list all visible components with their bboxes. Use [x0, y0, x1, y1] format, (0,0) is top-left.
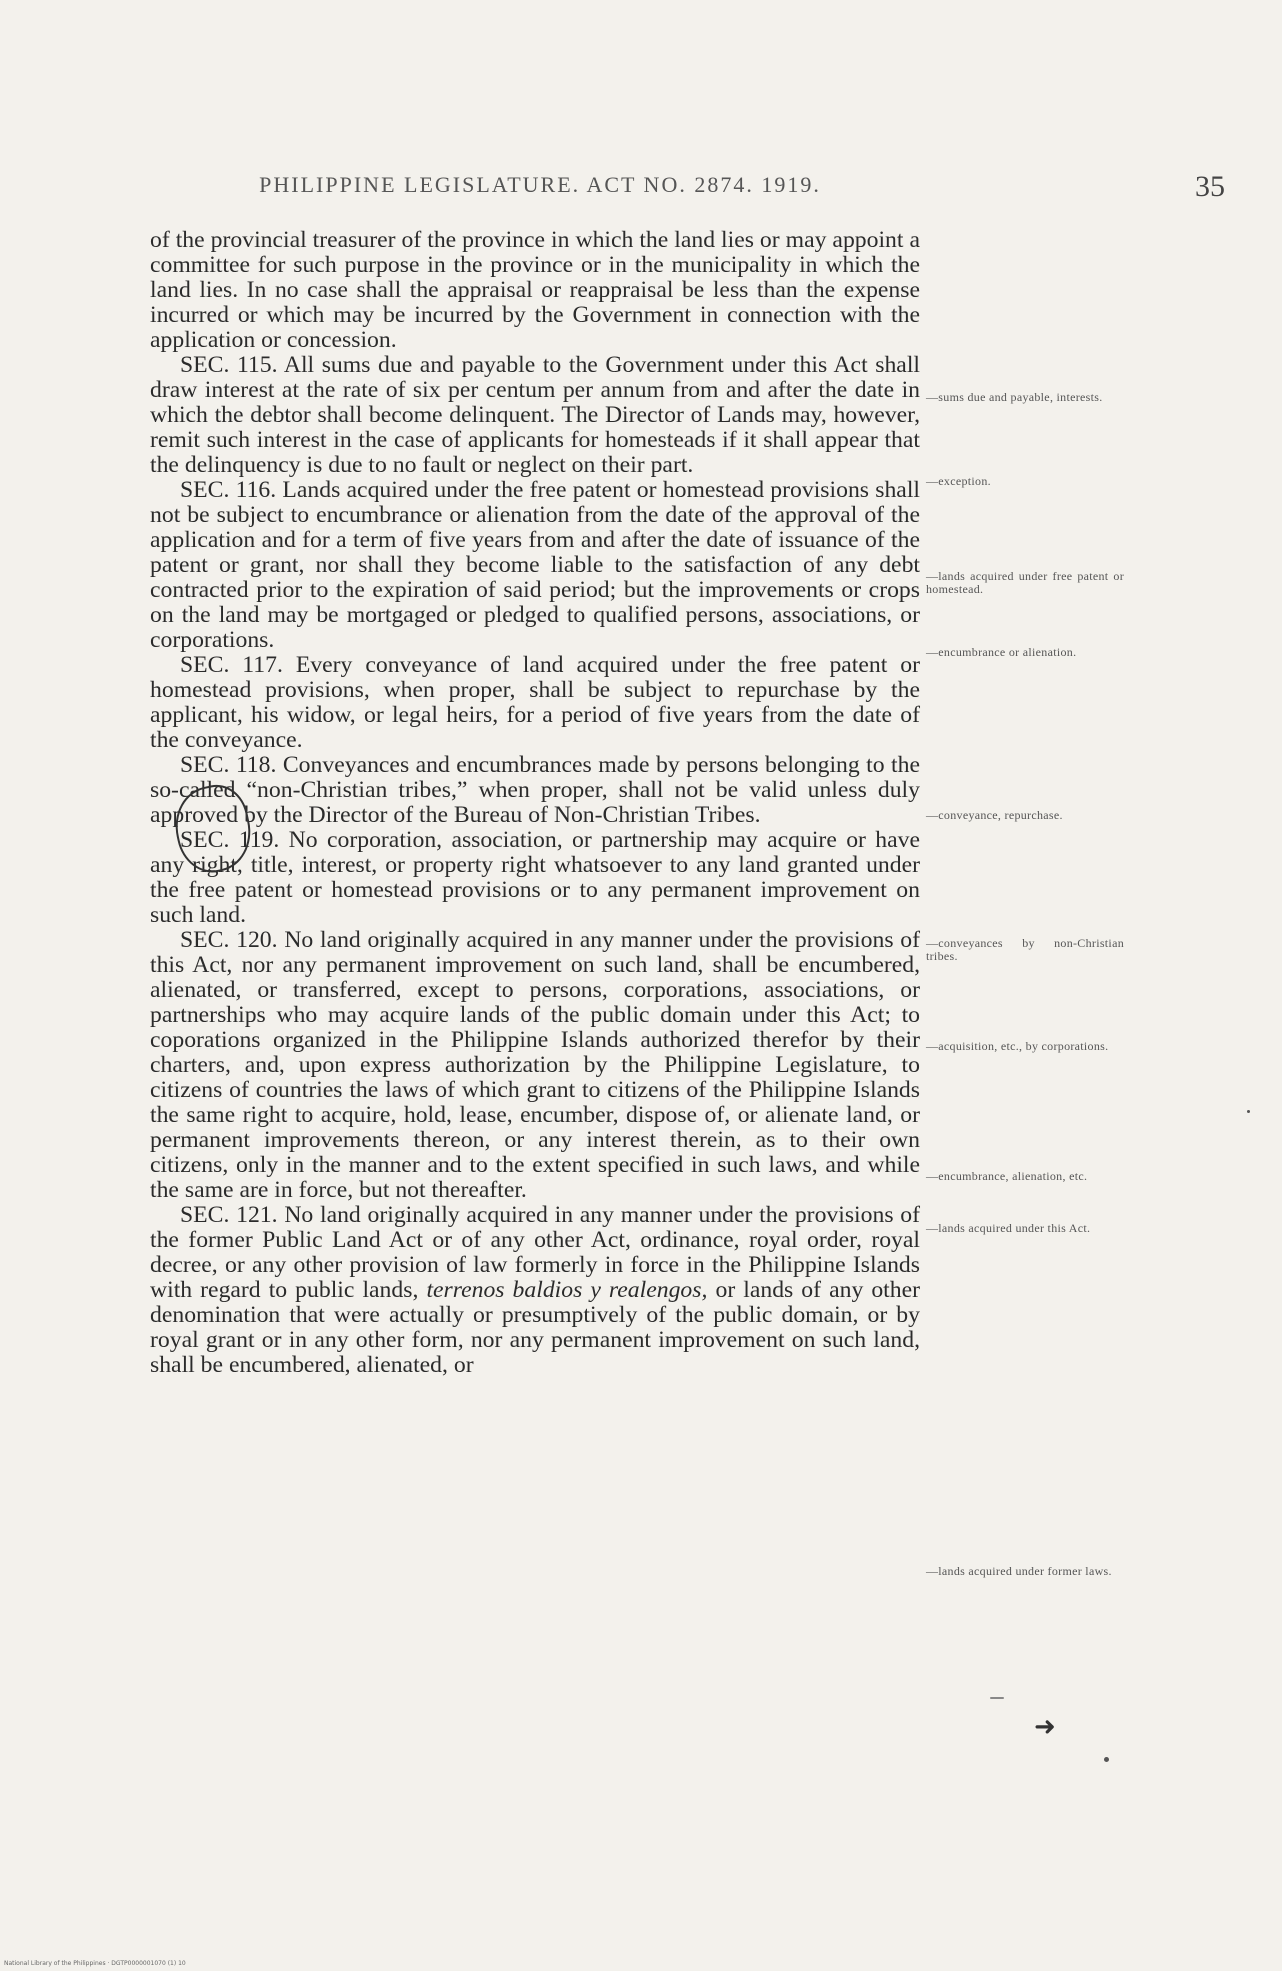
section-label: SEC. 121. [180, 1202, 278, 1228]
section-text: All sums due and payable to the Government under this Act shall draw interest at the rate of six per centum per annum from and after the date in which the debtor shall become delinquent. The Director of Lands may, however, remit such interest in the case of applicants for homesteads if it shall appear that the delinquency is due to no fault or neglect on their part. [150, 352, 920, 478]
body-text [150, 228, 920, 1378]
margin-note-repurchase: —conveyance, repurchase. [926, 808, 1063, 822]
margin-note-former-laws: —lands acquired under former laws. [926, 1564, 1112, 1578]
section-118 [150, 753, 920, 828]
margin-note-corporations: —acquisition, etc., by corporations. [926, 1039, 1109, 1053]
section-121 [150, 1203, 920, 1378]
margin-note-encumbrance: —encumbrance or alienation. [926, 645, 1077, 659]
section-italic-phrase: terrenos baldios y realengos, [426, 1277, 708, 1303]
section-text: No land originally acquired in any manner under the provisions of the former Public Land Act or of any other Act, ordinance, royal order, royal decree, or any other provision of law formerly in force in the Philippine Islands with regard to public lands, [150, 1202, 921, 1303]
section-label: SEC. 119. [180, 827, 280, 853]
margin-note-sums-due: —sums due and payable, interests. [926, 390, 1103, 404]
section-text: Conveyances and encumbrances made by persons belonging to the so-called “non-Christian tribes,” when proper, shall not be valid unless duly approved by the Director of the Bureau of Non-Christian Tribes. [150, 752, 920, 828]
section-text: Every conveyance of land acquired under the free patent or homestead provisions, when proper, shall be subject to repurchase by the applicant, his widow, or legal heirs, for a period of five years from the date of the conveyance. [150, 652, 921, 753]
ink-speck [990, 1697, 1004, 1699]
margin-note-this-act: —lands acquired under this Act. [926, 1221, 1091, 1235]
section-117 [150, 653, 920, 753]
section-label: SEC. 120. [180, 927, 278, 953]
section-text: Lands acquired under the free patent or homestead provisions shall not be subject to encumbrance or alienation from the date of the approval of the application and for a term of five years from and after the date of issuance of the patent or grant, nor shall they become liable to the satisfaction of any debt contracted prior to the expiration of said period; but the improvements or crops on the land may be mortgaged or pledged to qualified persons, associations, or corporations. [150, 477, 920, 653]
section-120 [150, 928, 920, 1203]
stray-ink-mark: ➜ [1034, 1712, 1056, 1742]
section-label: SEC. 115. [180, 352, 278, 378]
section-text: or lands of any other denomination that were actually or presumptively of the public domain, or by royal grant or in any other form, nor any permanent improvement on such land, shall be encumbered, alienated, or [150, 1277, 921, 1378]
page-number: 35 [1195, 170, 1225, 203]
margin-note-alienation: —encumbrance, alienation, etc. [926, 1169, 1088, 1183]
section-label: SEC. 117. [180, 652, 283, 678]
ink-speck [1104, 1757, 1109, 1762]
ink-speck [1247, 1110, 1250, 1113]
paragraph-continuation: of the provincial treasurer of the province in which the land lies or may appoint a committee for such purpose in the province or in the municipality in which the land lies. In no case shall the appraisal or reappraisal be less than the expense incurred or which may be incurred by the Government in connection with the application or concession. [150, 227, 920, 353]
section-115 [150, 353, 920, 478]
section-119 [150, 828, 920, 928]
section-text: No corporation, association, or partnership may acquire or have any right, title, interest, or property right whatsoever to any land granted under the free patent or homestead provisions or to any permanent improvement on such land. [150, 827, 920, 928]
section-label: SEC. 116. [180, 477, 277, 503]
section-label: SEC. 118. [180, 752, 277, 778]
footer-credit: National Library of the Philippines · DGTP0000001070 (1) 10 [4, 1960, 186, 1967]
margin-note-exception: —exception. [926, 474, 991, 488]
section-text: No land originally acquired in any manner under the provisions of this Act, nor any permanent improvement on such land, shall be encumbered, alienated, or transferred, except to persons, corporations, associations, or partnerships who may acquire lands of the public domain under this Act; to coporations organized in the Philippine Islands authorized therefor by their charters, and, upon express authorization by the Philippine Legislature, to citizens of countries the laws of which grant to citizens of the Philippine Islands the same right to acquire, hold, lease, encumber, dispose of, or alienate land, or permanent improvements thereon, or any interest therein, as to their own citizens, only in the manner and to the extent specified in such laws, and while the same are in force, but not thereafter. [150, 927, 921, 1203]
running-head: PHILIPPINE LEGISLATURE. ACT NO. 2874. 1919. [259, 172, 821, 197]
section-116 [150, 478, 920, 653]
margin-note-non-christian: —conveyances by non-Christian tribes. [926, 936, 1124, 963]
margin-note-free-patent: —lands acquired under free patent or homestead. [926, 569, 1124, 596]
